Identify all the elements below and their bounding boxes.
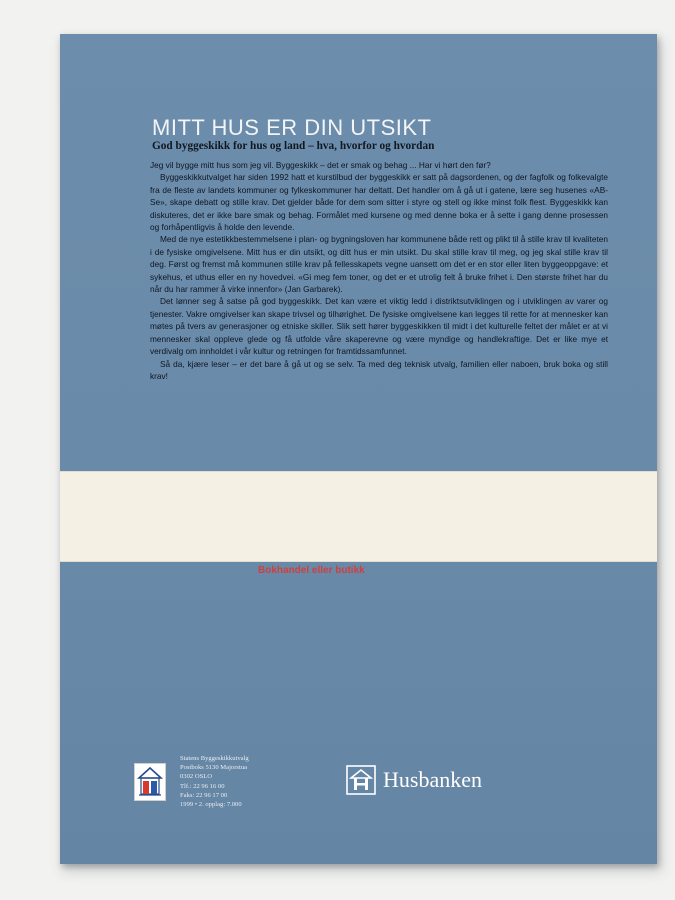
husbanken-logo: [346, 765, 546, 797]
publisher-edition: 1999 • 2. opplag: 7.000: [180, 801, 242, 809]
publisher-name: Statens Byggeskikkutvalg: [180, 755, 249, 762]
publisher-phone: Tlf.: 22 96 16 00: [180, 782, 225, 790]
husbanken-logo-icon: [346, 765, 376, 795]
husbanken-wordmark: Husbanken: [383, 767, 482, 792]
publisher-info: [180, 754, 310, 809]
body-paragraph: Jeg vil bygge mitt hus som jeg vil. Byggeskikk – det er smak og behag ... Har vi hørt den før?: [150, 160, 491, 170]
cover-body-text: [150, 159, 608, 382]
body-paragraph: Så da, kjære leser – er det bare å gå ut og se selv. Ta med deg teknisk utvalg, familien eller naboen, bruk boka og still krav!: [150, 358, 608, 381]
house-logo-icon: [134, 763, 166, 801]
body-paragraph: Det lønner seg å satse på god byggeskikk. Det kan være et viktig ledd i distriktsutviklingen og i utviklingen av varer og tjenester. Vakre omgivelser kan skape trivsel og tilhørighet. De fysiske omgivelsene kan legges til rette for at mennesker kan møtes på tvers av generasjoner og etniske skiller. Slik sett hører byggeskikken til midt i det kulturelle feltet der målet er at vi mennesker skal oppleve glede og få utfolde våre skaperevne og være myndige og handlekraftige. Det er like mye et verdivalg om innholdet i vår kultur og retningen for framtidssamfunnet.: [150, 296, 608, 357]
body-paragraph: Med de nye estetikkbestemmelsene i plan- og bygningsloven har kommunene både rett og plikt til å stille krav til kvaliteten i de fysiske omgivelsene. Mitt hus er din utsikt, og ditt hus er min utsikt. Du skal stille krav til meg, og jeg skal stille krav til deg. Først og fremst må kommunen stille krav på fellesskapets vegne uansett om det er en stor eller liten byggeoppgave: et sykehus, et uthus eller en ny hovedvei. «Gi meg fem toner, og det er et utrolig felt å bruke frihet i. Den største frihet har du når du har rammer å virke innenfor» (Jan Garbarek).: [150, 234, 608, 295]
publisher-city: 0302 OSLO: [180, 773, 213, 781]
cover-title: MITT HUS ER DIN UTSIKT: [152, 115, 432, 140]
book-back-cover: [60, 34, 657, 864]
body-paragraph: Byggeskikkutvalget har siden 1992 hatt et kurstilbud der byggeskikk er satt på dagsordenen, og der fagfolk og folkevalgte fra de fleste av landets kommuner og fylkeskommuner har deltatt. Det handler om å gå ut i gatene, lære seg husenes «AB-Se», skape debatt og stille krav. Det gjelder både for dem som sitter i styre og stell og ikke minst folk flest. Byggeskikk kan diskuteres, det er ikke bare smak og behag. Formålet med kursene og med denne boka er å sette i gang denne prosessen og forhåpentligvis å holde den levende.: [150, 172, 608, 233]
cream-band: [60, 471, 657, 562]
cover-subtitle: God byggeskikk for hus og land – hva, hvorfor og hvordan: [152, 140, 435, 152]
publisher-fax: Faks: 22 96 17 00: [180, 791, 228, 799]
price-sticker: Bokhandel eller butikk: [258, 565, 365, 576]
publisher-address: Postboks 5130 Majorstua: [180, 764, 248, 772]
